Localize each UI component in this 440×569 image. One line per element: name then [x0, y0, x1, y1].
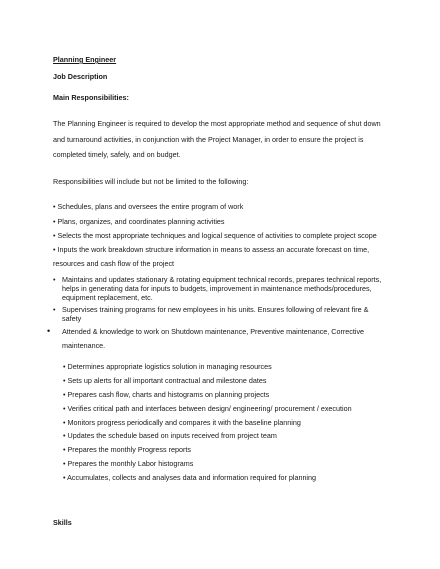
- list-item: • Prepares cash flow, charts and histograms on planning projects: [63, 390, 270, 399]
- list-item: • Prepares the monthly Labor histograms: [63, 459, 194, 468]
- list-item: • Accumulates, collects and analyses data and information required for planning: [63, 473, 317, 482]
- skills-heading: Skills: [53, 518, 72, 527]
- bullet-dot-icon: •: [53, 305, 56, 314]
- list-item: • Inputs the work breakdown structure information in means to assess an accurate forecast on time,: [53, 245, 370, 254]
- list-item: • Prepares the monthly Progress reports: [63, 445, 191, 454]
- attended-line-1: Attended & knowledge to work on Shutdown maintenance, Preventive maintenance, Corrective: [62, 327, 365, 336]
- document-title: Planning Engineer: [53, 55, 117, 64]
- bullet-dot-icon: •: [47, 326, 51, 336]
- list-item: • Selects the most appropriate techniques and logical sequence of activities to complete project scope: [53, 231, 377, 240]
- list-item: • Sets up alerts for all important contractual and milestone dates: [63, 376, 267, 385]
- responsibilities-intro: Responsibilities will include but not be limited to the following:: [53, 177, 249, 186]
- intro-line-2: and turnaround activities, in conjunction with the Project Manager, in order to ensure the project is: [53, 135, 364, 144]
- list-item: • Determines appropriate logistics solution in managing resources: [63, 362, 272, 371]
- list-item: Maintains and updates stationary & rotating equipment technical records, prepares technical reports, helps in generating data for inputs to budgets, improvement in maintenance methods/procedures, equipment replacement, etc.: [62, 275, 382, 302]
- attended-line-2: maintenance.: [62, 341, 106, 350]
- intro-line-3: completed timely, safely, and on budget.: [53, 150, 181, 159]
- list-item: • Plans, organizes, and coordinates planning activities: [53, 217, 225, 226]
- list-item: • Schedules, plans and oversees the entire program of work: [53, 202, 244, 211]
- list-item: • Verifies critical path and interfaces between design/ engineering/ procurement / execution: [63, 404, 352, 413]
- intro-line-1: The Planning Engineer is required to develop the most appropriate method and sequence of shut down: [53, 119, 381, 128]
- bullet-dot-icon: •: [53, 275, 56, 284]
- main-responsibilities-heading: Main Responsibilities:: [53, 93, 129, 102]
- list-item: Supervises training programs for new employees in his units. Ensures following of relevant fire & safety: [62, 305, 369, 323]
- list-item-continuation: resources and cash flow of the project: [53, 259, 175, 268]
- list-item: • Monitors progress periodically and compares it with the baseline planning: [63, 418, 301, 427]
- list-item: • Updates the schedule based on inputs received from project team: [63, 431, 277, 440]
- job-description-heading: Job Description: [53, 72, 108, 81]
